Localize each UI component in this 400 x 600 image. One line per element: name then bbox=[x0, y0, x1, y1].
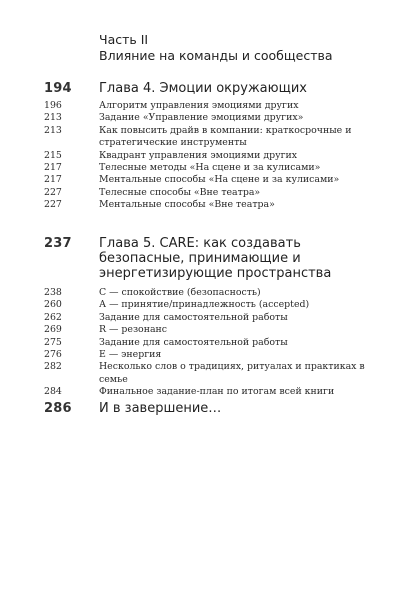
chapter-heading bbox=[0, 81, 400, 99]
entry-title: Ментальные способы «На сцене и за кулисами» bbox=[99, 174, 340, 186]
part-heading bbox=[99, 32, 333, 64]
toc-entry bbox=[0, 100, 400, 112]
entry-page-number: 196 bbox=[44, 100, 62, 111]
toc-entry bbox=[0, 125, 400, 150]
chapter-4 bbox=[0, 81, 400, 212]
entry-page-number: 227 bbox=[44, 186, 62, 198]
toc-entry bbox=[0, 150, 400, 162]
entry-title: Квадрант управления эмоциями других bbox=[99, 149, 298, 161]
part-title: Влияние на команды и сообщества bbox=[99, 48, 333, 63]
entry-page-number: 275 bbox=[44, 336, 62, 348]
toc-entry bbox=[0, 112, 400, 124]
entry-page-number: 282 bbox=[44, 361, 62, 373]
entry-page-number: 213 bbox=[44, 112, 62, 124]
entry-page-number: 276 bbox=[44, 349, 62, 361]
entry-page-number: 213 bbox=[44, 124, 62, 136]
chapter-heading bbox=[0, 401, 400, 419]
entry-title: Е — энергия bbox=[99, 349, 162, 361]
toc-entry bbox=[0, 386, 400, 398]
entry-title: Как повысить драйв в компании: краткосрочные и стратегические инструменты bbox=[99, 124, 352, 149]
chapter-title: Глава 5. CARE: как создавать безопасные, принимающие и энергетизирующие пространства bbox=[99, 236, 332, 281]
entry-title: Задание «Управление эмоциями других» bbox=[99, 112, 304, 124]
entry-page-number: 269 bbox=[44, 324, 62, 336]
entry-page-number: 238 bbox=[44, 287, 62, 298]
chapter-title: И в завершение… bbox=[99, 401, 222, 416]
toc-list bbox=[0, 100, 400, 212]
toc-entry bbox=[0, 162, 400, 174]
entry-page-number: 217 bbox=[44, 174, 62, 186]
toc-entry bbox=[0, 361, 400, 386]
chapter-heading bbox=[0, 236, 400, 286]
entry-page-number: 215 bbox=[44, 149, 62, 161]
entry-title: Алгоритм управления эмоциями других bbox=[99, 100, 299, 111]
entry-title: Задание для самостоятельной работы bbox=[99, 311, 288, 323]
toc-entry bbox=[0, 299, 400, 311]
entry-title: А — принятие/принадлежность (accepted) bbox=[99, 299, 310, 311]
chapter-final bbox=[0, 401, 400, 419]
chapter-page-number: 286 bbox=[44, 401, 72, 416]
toc-entry bbox=[0, 324, 400, 336]
entry-title: Несколько слов о традициях, ритуалах и практиках в семье bbox=[99, 361, 365, 385]
toc-entry bbox=[0, 174, 400, 186]
entry-page-number: 260 bbox=[44, 299, 62, 311]
chapter-page-number: 194 bbox=[44, 81, 72, 96]
toc-entry bbox=[0, 337, 400, 349]
entry-page-number: 262 bbox=[44, 311, 62, 323]
toc-entry bbox=[0, 312, 400, 324]
chapter-page-number: 237 bbox=[44, 236, 72, 251]
part-label: Часть II bbox=[99, 32, 149, 47]
toc-entry bbox=[0, 287, 400, 299]
entry-title: Телесные способы «Вне театра» bbox=[99, 186, 261, 198]
entry-title: Телесные методы «На сцене и за кулисами» bbox=[99, 162, 321, 174]
entry-page-number: 227 bbox=[44, 199, 62, 211]
entry-page-number: 217 bbox=[44, 162, 62, 174]
chapter-5 bbox=[0, 236, 400, 399]
entry-title: Ментальные способы «Вне театра» bbox=[99, 199, 275, 211]
toc-entry bbox=[0, 199, 400, 211]
entry-title: С — спокойствие (безопасность) bbox=[99, 287, 261, 298]
toc-entry bbox=[0, 187, 400, 199]
entry-page-number: 284 bbox=[44, 386, 62, 398]
toc-list bbox=[0, 287, 400, 399]
toc-entry bbox=[0, 349, 400, 361]
chapter-title: Глава 4. Эмоции окружающих bbox=[99, 81, 307, 96]
entry-title: Финальное задание-план по итогам всей книги bbox=[99, 386, 335, 398]
entry-title: Задание для самостоятельной работы bbox=[99, 336, 288, 348]
entry-title: R — резонанс bbox=[99, 324, 168, 336]
